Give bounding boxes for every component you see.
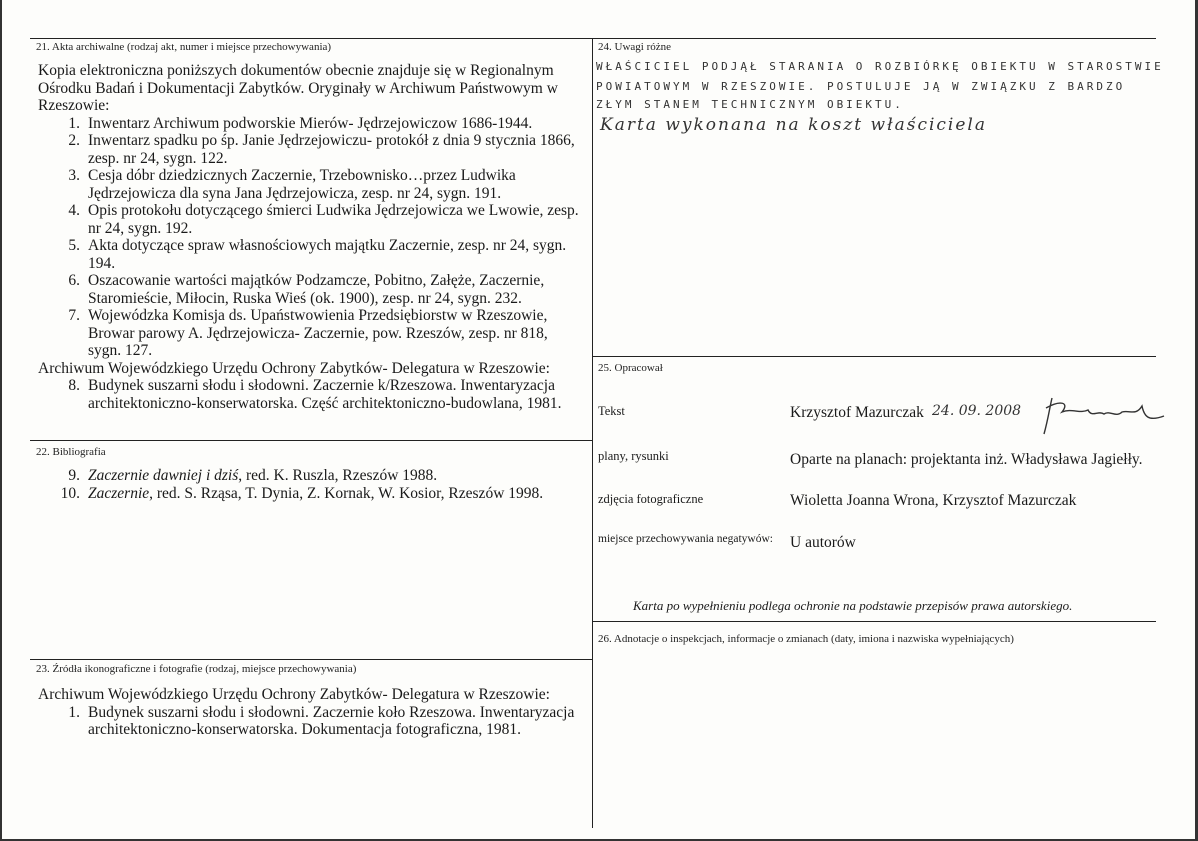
list-item: 4. Opis protokołu dotyczącego śmierci Ludwika Jędrzejowicza we Lwowie, zesp. nr 24, sygn. 192. [68,202,579,237]
list-item: 5. Akta dotyczące spraw własnościowych majątku Zaczernie, zesp. nr 24, sygn. 194. [68,237,567,272]
list-item: 1. Budynek suszarni słodu i słodowni. Zaczernie koło Rzeszowa. Inwentaryzacja architektoniczno-konserwatorska. Dokumentacja fotograficzna, 1981. [68,703,575,738]
section-21-content [38,62,588,412]
archive-items-list [38,115,588,360]
section-21-label: 21. Akta archiwalne (rodzaj akt, numer i miejsce przechowywania) [36,41,332,53]
section-23-label: 23. Źródła ikonograficzne i fotografie (rodzaj, miejsce przechowywania) [36,663,357,675]
negatywy-label: miejsce przechowywania negatywów: [598,533,773,545]
center-divider [592,38,593,828]
negatywy-value: U autorów [790,534,856,551]
rule-23 [30,659,592,660]
list-item: 10. Zaczernie, red. S. Rząsa, T. Dynia, Z. Kornak, W. Kosior, Rzeszów 1998. [60,484,544,502]
archive-items-list-2 [38,377,588,412]
section-21-intro-line: Rzeszowie: [38,97,110,114]
tekst-label: Tekst [598,404,625,418]
plany-value: Oparte na planach: projektanta inż. Władysława Jagiełły. [790,451,1143,468]
tekst-author: Krzysztof Mazurczak [790,404,924,421]
list-item: 2. Inwentarz spadku po śp. Janie Jędrzejowiczu- protokół z dnia 9 stycznia 1866, zesp. nr 24, sygn. 122. [68,132,575,167]
plany-label: plany, rysunki [598,449,669,463]
list-item: 6. Oszacowanie wartości majątków Podzamcze, Pobitno, Załęże, Zaczernie, Staromieście, Miłocin, Ruska Wieś (ok. 1900), zesp. nr 24, sygn. 232. [68,272,545,307]
archive-heading: Archiwum Wojewódzkiego Urzędu Ochrony Zabytków- Delegatura w Rzeszowie: [38,686,550,703]
section-21-intro-line: Ośrodku Badań i Dokumentacji Zabytków. Oryginały w Archiwum Państwowym w [38,79,558,97]
rule-22 [30,440,592,441]
top-rule [30,38,1156,39]
handwritten-cost-note: Karta wykonana na koszt właściciela [600,115,988,135]
section-21-intro-line: Kopia elektroniczna poniższych dokumentów obecnie znajduje się w Regionalnym [38,62,554,79]
list-item: 8. Budynek suszarni słodu i słodowni. Zaczernie k/Rzeszowa. Inwentaryzacja architektoniczno-konserwatorska. Część architektoniczno-budowlana, 1981. [68,377,562,412]
zdjecia-label: zdjęcia fotograficzne [598,492,704,506]
section-25-label: 25. Opracował [598,362,663,374]
copyright-notice: Karta po wypełnieniu podlega ochronie na podstawie przepisów prawa autorskiego. [633,598,1073,613]
section-22-label: 22. Bibliografia [36,446,106,458]
page-edge-left [0,0,2,841]
archive-heading: Archiwum Wojewódzkiego Urzędu Ochrony Zabytków- Delegatura w Rzeszowie: [38,359,550,377]
rule-25 [592,356,1156,357]
handwritten-note-line: POWIATOWYM W RZESZOWIE. POSTULUJE JĄ W ZWIĄZKU Z BARDZO [596,80,1126,93]
rule-26 [592,621,1156,622]
list-item: 3. Cesja dóbr dziedzicznych Zaczernie, Trzebownisko…przez Ludwika Jędrzejowicza dla syna Jana Jędrzejowicza, zesp. nr 24, sygn. 191. [68,167,516,202]
section-23-content [38,686,588,739]
section-26-label: 26. Adnotacje o inspekcjach, informacje o zmianach (daty, imiona i nazwiska wypełniających) [598,633,1014,645]
handwritten-date: 24. 09. 2008 [932,403,1022,419]
bibliography-list [38,467,588,502]
list-item: 9. Zaczernie dawniej i dziś, red. K. Ruszla, Rzeszów 1988. [68,467,438,484]
list-item: 7. Wojewódzka Komisja ds. Upaństwowienia Przedsiębiorstw w Rzeszowie, Browar parowy A. Jędrzejowicza- Zaczernie, pow. Rzeszów, zesp. nr 818, sygn. 127. [68,307,548,359]
zdjecia-value: Wioletta Joanna Wrona, Krzysztof Mazurczak [790,492,1077,509]
section-24-label: 24. Uwagi różne [598,41,672,53]
handwritten-note-line: WŁAŚCICIEL PODJĄŁ STARANIA O ROZBIÓRKĘ OBIEKTU W STAROSTWIE [596,60,1164,73]
signature-icon [1040,392,1168,438]
handwritten-note-line: ZŁYM STANEM TECHNICZNYM OBIEKTU. [596,98,904,111]
list-item: 1. Inwentarz Archiwum podworskie Mierów- Jędrzejowiczow 1686-1944. [68,114,533,132]
